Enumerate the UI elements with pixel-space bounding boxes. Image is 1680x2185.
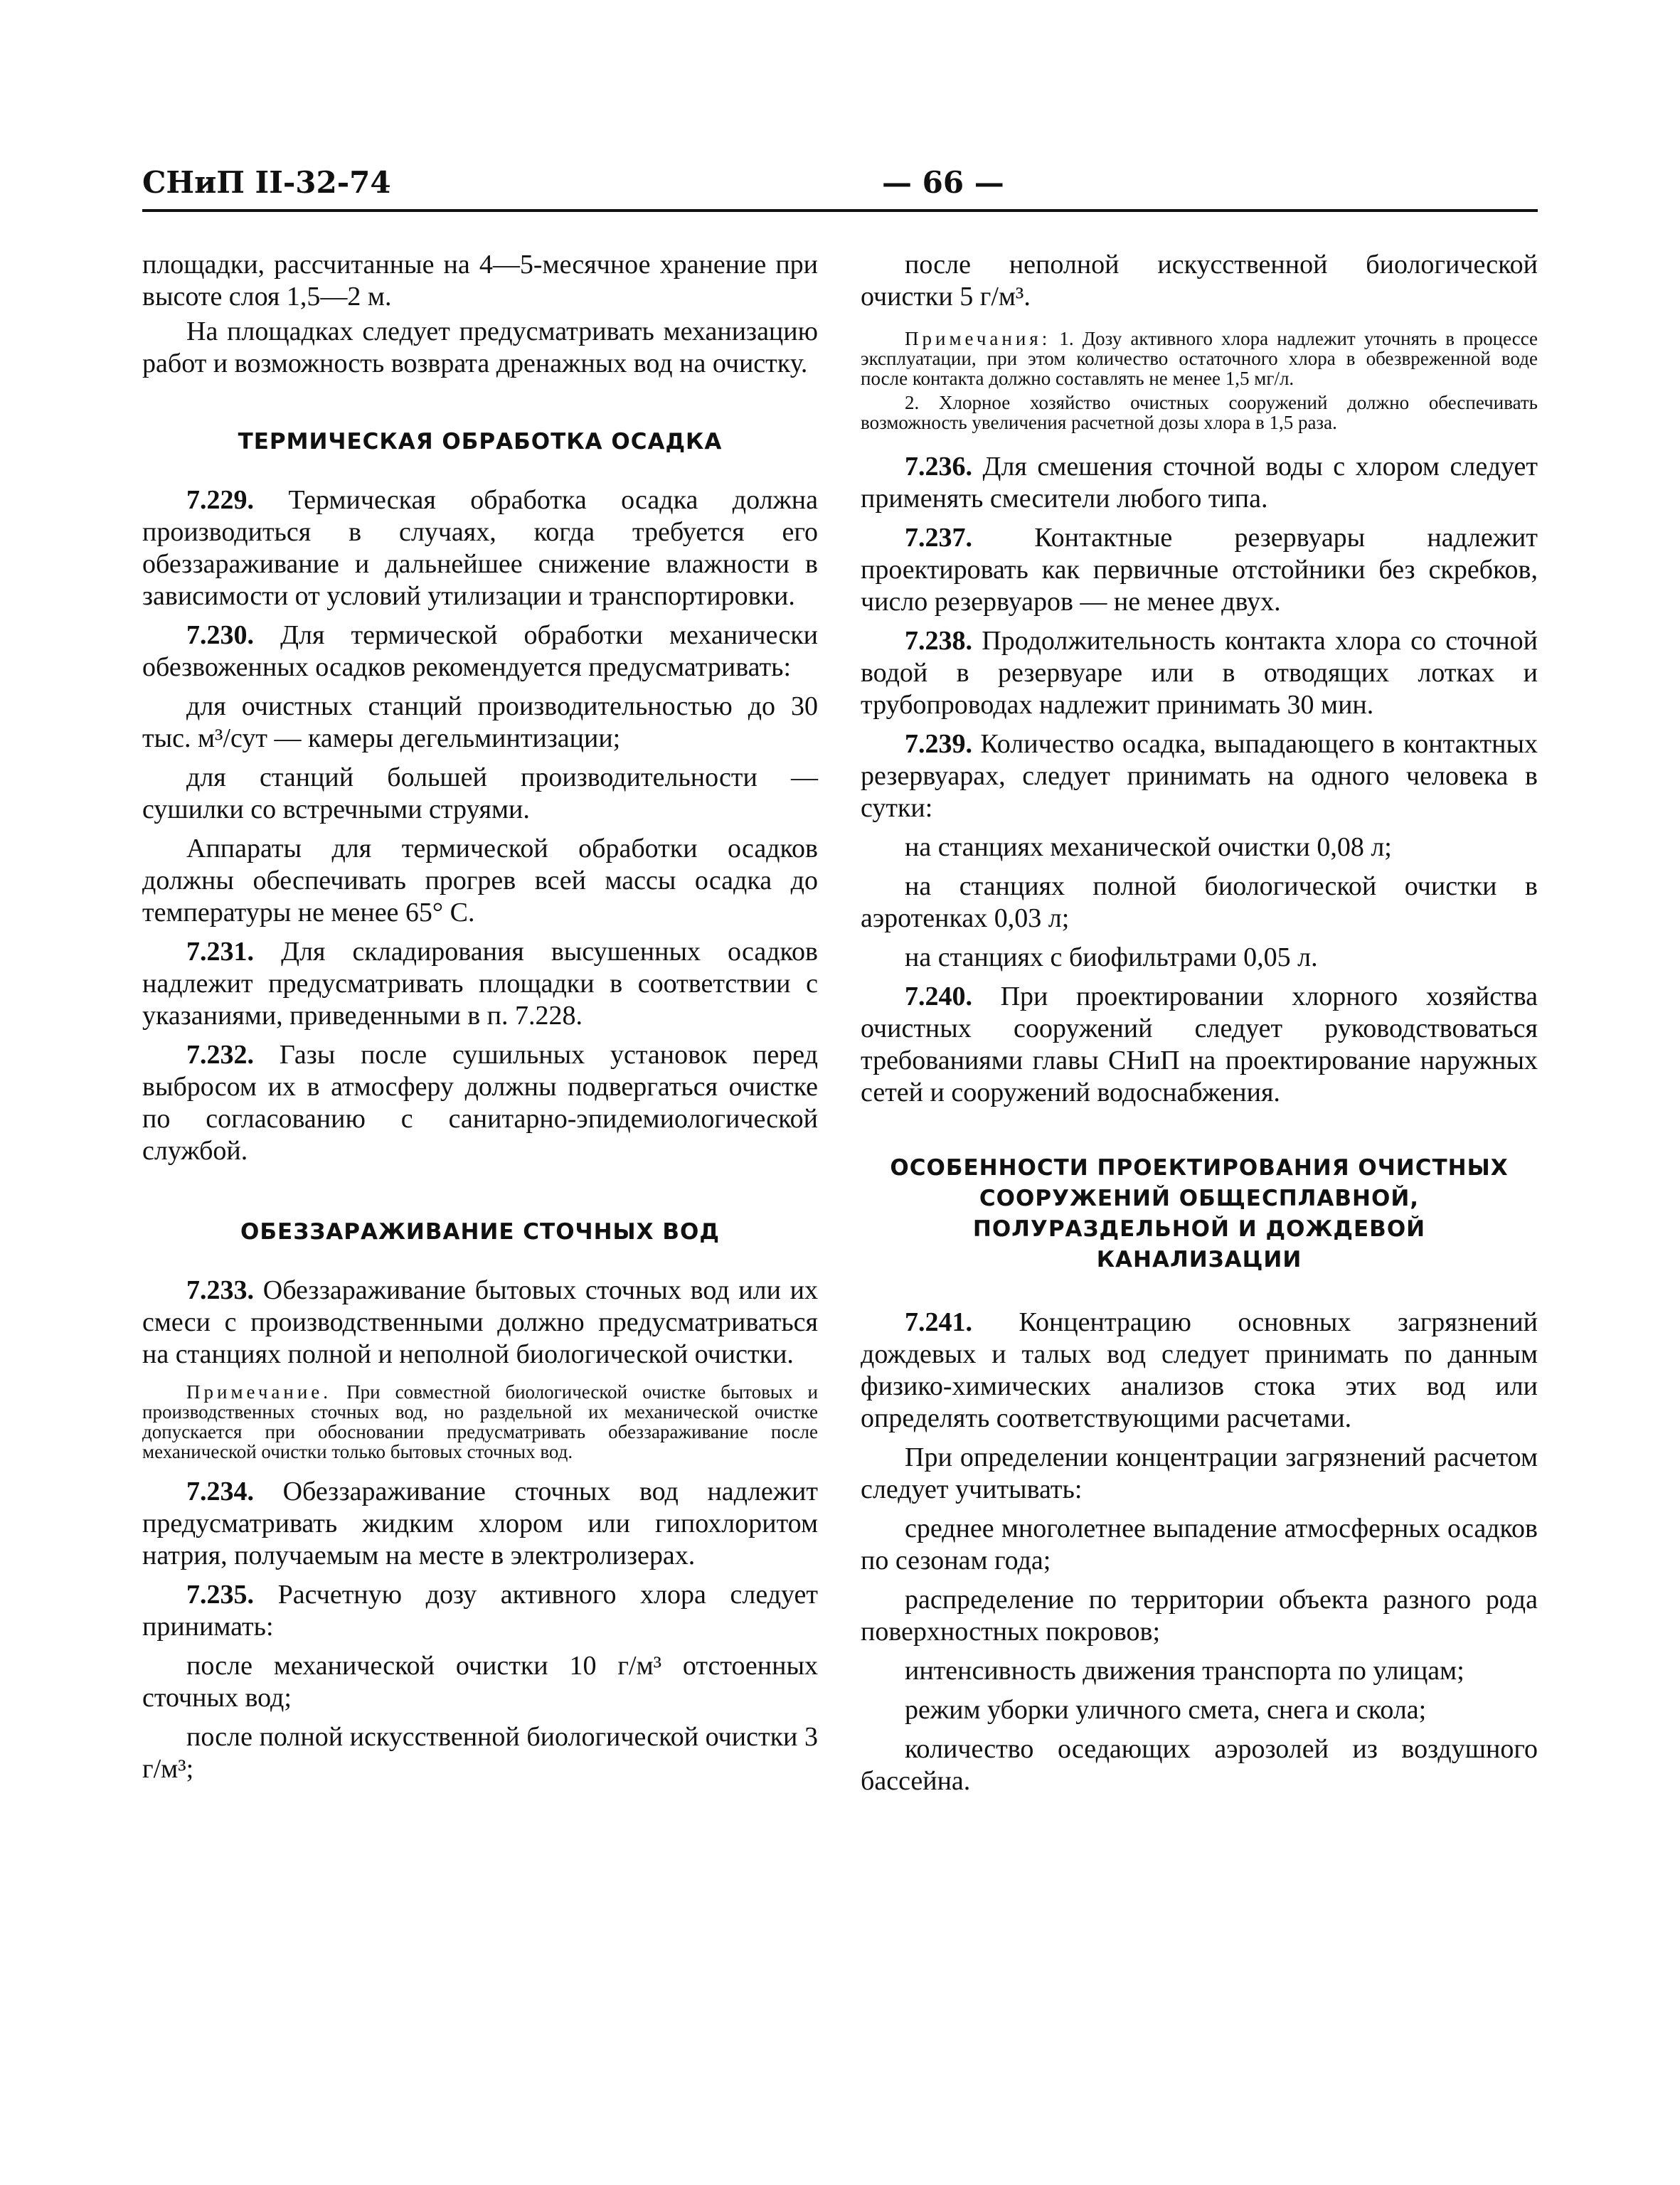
list-item: среднее многолетнее выпадение атмосферных осадков по сезонам года; (861, 1514, 1538, 1575)
clause-text: Концентрацию основных загрязнений дождевых и талых вод следует принимать по данным физико-химических анализов стока этих вод или определять соответствующими расчетами. (861, 1307, 1538, 1433)
clause-7-234 (142, 1476, 818, 1572)
clause-7-232 (142, 1039, 818, 1167)
list-item: после полной искусственной биологической очистки 3 г/м³; (142, 1722, 818, 1784)
clause-7-241 (861, 1307, 1538, 1435)
clause-text: Контактные резервуары надлежит проектировать как первичные отстойники без скребков, число резервуаров — не менее двух. (861, 523, 1538, 617)
clause-text: При проектировании хлорного хозяйства очистных сооружений следует руководствоваться требованиями главы СНиП на проектирование наружных сетей и сооружений водоснабжения. (861, 982, 1538, 1107)
heading-line: ОСОБЕННОСТИ ПРОЕКТИРОВАНИЯ ОЧИСТНЫХ (890, 1155, 1509, 1181)
heading-line: СООРУЖЕНИЙ ОБЩЕСПЛАВНОЙ, (979, 1186, 1420, 1211)
clause-number: 7.236. (905, 452, 972, 482)
clause-7-239 (861, 728, 1538, 824)
note-label: Примечания: (905, 328, 1051, 349)
clause-text: Для термической обработки механически обезвоженных осадков рекомендуется предусматривать: (142, 620, 819, 682)
clause-number: 7.229. (186, 485, 254, 515)
clause-number: 7.241. (905, 1307, 972, 1337)
clause-text: Для складирования высушенных осадков надлежит предусматривать площадки в соответствии с указаниями, приведенными в п. 7.228. (142, 937, 818, 1031)
clause-text: Обеззараживание бытовых сточных вод или их смеси с производственными должно предусматриваться на станциях полной и неполной биологической очистки. (142, 1275, 818, 1369)
clause-number: 7.233. (186, 1275, 254, 1305)
clause-number: 7.232. (186, 1040, 254, 1070)
section-heading: ТЕРМИЧЕСКАЯ ОБРАБОТКА ОСАДКА (238, 429, 723, 454)
clause-7-230 (142, 620, 818, 684)
clause-number: 7.238. (905, 626, 972, 656)
clause-7-240 (861, 981, 1538, 1109)
clause-text: Для смешения сточной воды с хлором следует применять смесители любого типа. (861, 452, 1538, 514)
clause-number: 7.239. (905, 729, 972, 759)
left-column (142, 249, 818, 1785)
list-item: интенсивность движения транспорта по улицам; (905, 1656, 1464, 1686)
clause-7-233 (142, 1275, 818, 1371)
page-number: — 66 — (882, 165, 1004, 200)
list-item: после неполной искусственной биологической очистки 5 г/м³. (861, 250, 1538, 312)
list-item: количество оседающих аэрозолей из воздушного бассейна. (861, 1734, 1538, 1796)
clause-number: 7.237. (905, 523, 972, 553)
list-item: распределение по территории объекта разного рода поверхностных покровов; (861, 1585, 1538, 1647)
paragraph: площадки, рассчитанные на 4—5-месячное хранение при высоте слоя 1,5—2 м. (142, 250, 818, 312)
clause-7-231 (142, 936, 818, 1032)
list-item: на станциях механической очистки 0,08 л; (905, 832, 1392, 862)
page-header (142, 165, 1538, 212)
clause-text: Газы после сушильных установок перед выбросом их в атмосферу должны подвергаться очистке по согласованию с санитарно-эпидемиологической службой. (142, 1040, 818, 1166)
right-column (861, 249, 1538, 1797)
clause-7-237 (861, 522, 1538, 618)
clause-number: 7.234. (186, 1477, 254, 1506)
clause-text: Количество осадка, выпадающего в контактных резервуарах, следует принимать на одного человека в сутки: (861, 729, 1538, 823)
note (142, 1382, 818, 1462)
list-item: на станциях полной биологической очистки в аэротенках 0,03 л; (861, 871, 1538, 933)
note (861, 329, 1538, 388)
clause-7-238 (861, 625, 1538, 721)
note-text: 1. Дозу активного хлора надлежит уточнять в процессе эксплуатации, при этом количество остаточного хлора в обезвреженной воде после контакта должно составлять не менее 1,5 мг/л. (861, 328, 1538, 389)
note-label: Примечание. (186, 1381, 332, 1403)
clause-text: Продолжительность контакта хлора со сточной водой в резервуаре или в отводящих лотках и трубопроводах надлежит принимать 30 мин. (861, 626, 1538, 720)
clause-number: 7.235. (186, 1580, 254, 1610)
note-text: При совместной биологической очистке бытовых и производственных сточных вод, но раздельной их механической очистке допускается при обосновании предусматривать обеззараживание после механической очистки только бытовых сточных вод. (142, 1381, 818, 1462)
section-heading: ОБЕЗЗАРАЖИВАНИЕ СТОЧНЫХ ВОД (240, 1219, 720, 1245)
clause-number: 7.231. (186, 937, 254, 967)
clause-text: Обеззараживание сточных вод надлежит предусматривать жидким хлором или гипохлоритом натрия, получаемым на месте в электролизерах. (142, 1477, 818, 1570)
list-item: для очистных станций производительностью до 30 тыс. м³/сут — камеры дегельминтизации; (142, 691, 818, 753)
clause-text: Расчетную дозу активного хлора следует принимать: (142, 1580, 818, 1642)
clause-7-229 (142, 484, 818, 612)
note: 2. Хлорное хозяйство очистных сооружений должно обеспечивать возможность увеличения расчетной дозы хлора в 1,5 раза. (861, 392, 1538, 433)
section-heading (861, 1153, 1538, 1275)
list-item: на станциях с биофильтрами 0,05 л. (905, 942, 1318, 972)
clause-text: Термическая обработка осадка должна производиться в случаях, когда требуется его обеззараживание и дальнейшее снижение влажности в зависимости от условий утилизации и транспортировки. (142, 485, 818, 611)
list-item: для станций большей производительности — сушилки со встречными струями. (142, 762, 818, 824)
list-item: режим уборки уличного смета, снега и скола; (905, 1695, 1427, 1725)
clause-number: 7.240. (905, 982, 972, 1011)
clause-7-235 (142, 1579, 818, 1643)
clause-number: 7.230. (186, 620, 254, 650)
clause-7-236 (861, 451, 1538, 515)
paragraph: Аппараты для термической обработки осадков должны обеспечивать прогрев всей массы осадка до температуры не менее 65° С. (142, 834, 818, 927)
paragraph: При определении концентрации загрязнений расчетом следует учитывать: (861, 1442, 1538, 1504)
document-code: СНиП II-32-74 (142, 165, 391, 200)
list-item: после механической очистки 10 г/м³ отстоенных сточных вод; (142, 1651, 818, 1713)
heading-line: ПОЛУРАЗДЕЛЬНОЙ И ДОЖДЕВОЙ (972, 1216, 1426, 1242)
paragraph: На площадках следует предусматривать механизацию работ и возможность возврата дренажных вод на очистку. (142, 317, 818, 378)
heading-line: КАНАЛИЗАЦИИ (1096, 1247, 1302, 1272)
